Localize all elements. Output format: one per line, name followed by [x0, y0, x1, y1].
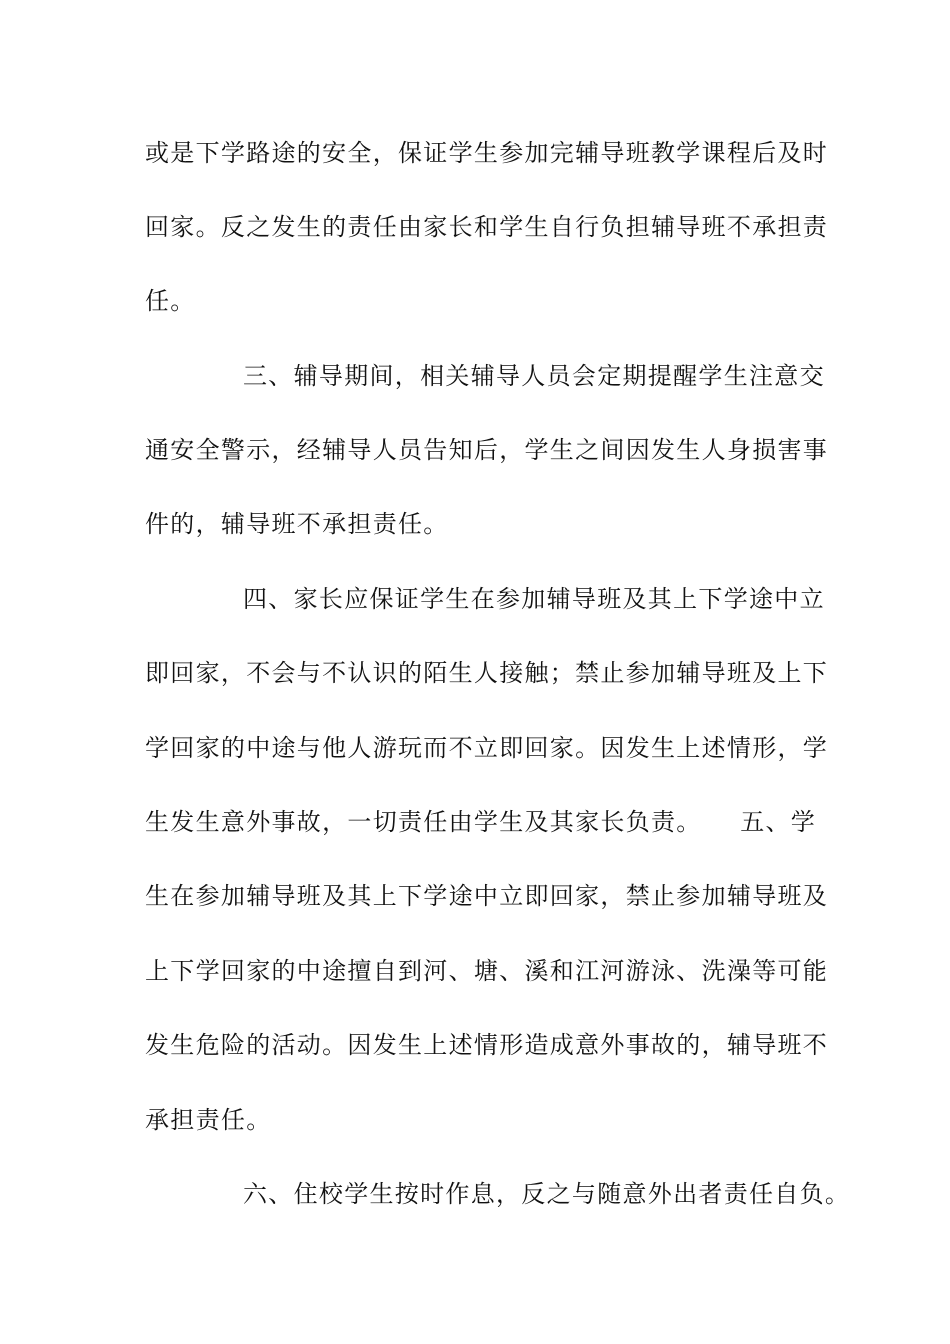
- text-line-14: 承担责任。: [145, 1106, 272, 1134]
- text-line-10: 生发生意外事故，一切责任由学生及其家长负责。 五、学: [145, 808, 817, 836]
- text-line-8: 即回家，不会与不认识的陌生人接触；禁止参加辅导班及上下: [145, 659, 829, 687]
- text-line-9: 学回家的中途与他人游玩而不立即回家。因发生上述情形，学: [145, 734, 829, 762]
- text-line-3: 任。: [145, 287, 196, 315]
- text-line-4: 三、辅导期间，相关辅导人员会定期提醒学生注意交: [243, 362, 825, 390]
- text-line-13: 发生危险的活动。因发生上述情形造成意外事故的，辅导班不: [145, 1031, 829, 1059]
- text-line-2: 回家。反之发生的责任由家长和学生自行负担辅导班不承担责: [145, 213, 829, 241]
- text-line-6: 件的，辅导班不承担责任。: [145, 510, 449, 538]
- text-line-15: 六、住校学生按时作息，反之与随意外出者责任自负。: [243, 1180, 851, 1208]
- text-line-5: 通安全警示，经辅导人员告知后，学生之间因发生人身损害事: [145, 436, 829, 464]
- text-line-7: 四、家长应保证学生在参加辅导班及其上下学途中立: [243, 585, 825, 613]
- text-line-12: 上下学回家的中途擅自到河、塘、溪和江河游泳、洗澡等可能: [145, 957, 829, 985]
- text-line-11: 生在参加辅导班及其上下学途中立即回家，禁止参加辅导班及: [145, 882, 829, 910]
- text-line-1: 或是下学路途的安全，保证学生参加完辅导班教学课程后及时: [145, 139, 829, 167]
